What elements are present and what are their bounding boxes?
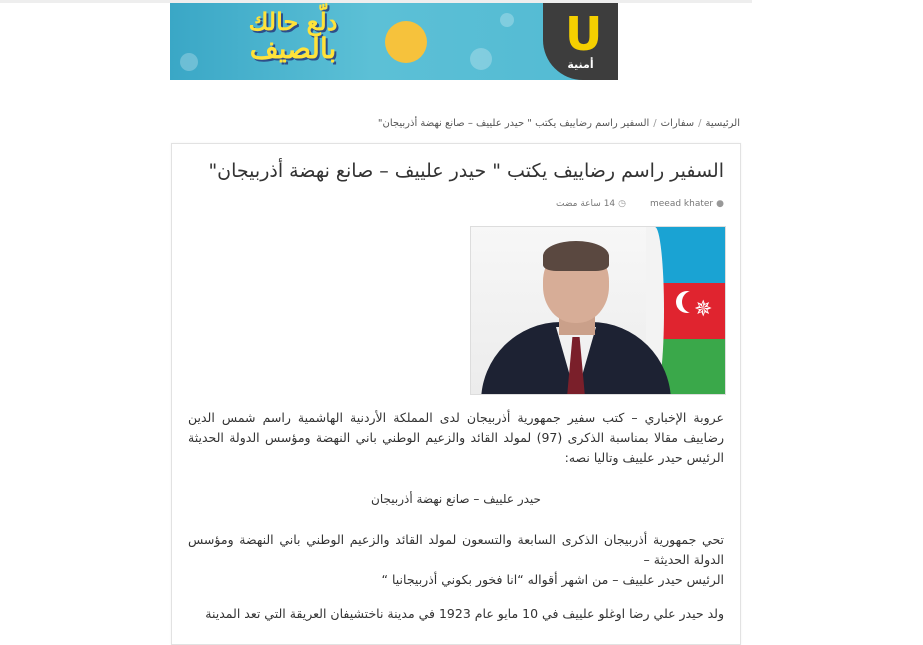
article-paragraph: [188, 530, 724, 590]
breadcrumb-home-link[interactable]: الرئيسية: [705, 118, 740, 129]
breadcrumb-separator: /: [698, 118, 702, 129]
azerbaijan-flag: [654, 227, 725, 394]
article-title: السفير راسم رضاييف يكتب " حيدر علييف – صانع نهضة أذربيجان": [208, 160, 724, 182]
star-icon: ✵: [694, 297, 713, 322]
bubble-decoration: [470, 48, 492, 70]
ad-banner[interactable]: [170, 3, 618, 80]
clock-icon: ◷: [618, 199, 626, 209]
sun-icon: [385, 21, 427, 63]
brand-logo: [543, 3, 618, 80]
breadcrumb: [377, 118, 740, 129]
article-paragraph: عروبة الإخباري – كتب سفير جمهورية أذربيجان لدى المملكة الأردنية الهاشمية راسم شمس الدين رضاييف مقالا بمناسبة الذكرى (97) لمولد القائد والزعيم الوطني باني النهضة ومؤسس الدولة الحديثة الرئيس حيدر علييف وتاليا نصه:: [188, 410, 724, 465]
article-photo[interactable]: [470, 226, 726, 395]
article-paragraph: ولد حيدر علي رضا اوغلو علييف في 10 مايو عام 1923 في مدينة ناختشيفان العريقة التي تعد المدينة: [205, 606, 724, 621]
article-paragraph-line: الرئيس حيدر علييف – من اشهر أقواله “انا فخور بكوني أذربيجانيا “: [381, 572, 724, 587]
article-paragraph-line: تحي جمهورية أذربيجان الذكرى السابعة والتسعون لمولد القائد والزعيم الوطني باني النهضة ومؤسس الدولة الحديثة –: [188, 532, 724, 567]
author-name: meead khater: [650, 199, 714, 209]
ad-slogan-line1: دلّع حالك: [248, 7, 338, 36]
article-meta: [540, 199, 724, 209]
ad-slogan-line2: بالصيف: [249, 32, 337, 66]
bubble-decoration: [500, 13, 514, 27]
author-link[interactable]: [650, 199, 724, 209]
breadcrumb-category-link[interactable]: سفارات: [660, 118, 695, 129]
brand-logo-letter: U: [565, 7, 603, 61]
breadcrumb-separator: /: [653, 118, 657, 129]
breadcrumb-current: السفير راسم رضاييف يكتب " حيدر علييف – صانع نهضة أذربيجان": [377, 118, 650, 129]
ad-slogan: [228, 9, 358, 64]
brand-logo-name: أمنية: [567, 58, 594, 71]
article-subheading: حيدر علييف – صانع نهضة أذربيجان: [371, 492, 541, 506]
post-time: [556, 199, 626, 209]
bubble-decoration: [180, 53, 198, 71]
post-time-text: 14 ساعة مضت: [556, 199, 616, 209]
user-icon: ●: [716, 199, 724, 209]
